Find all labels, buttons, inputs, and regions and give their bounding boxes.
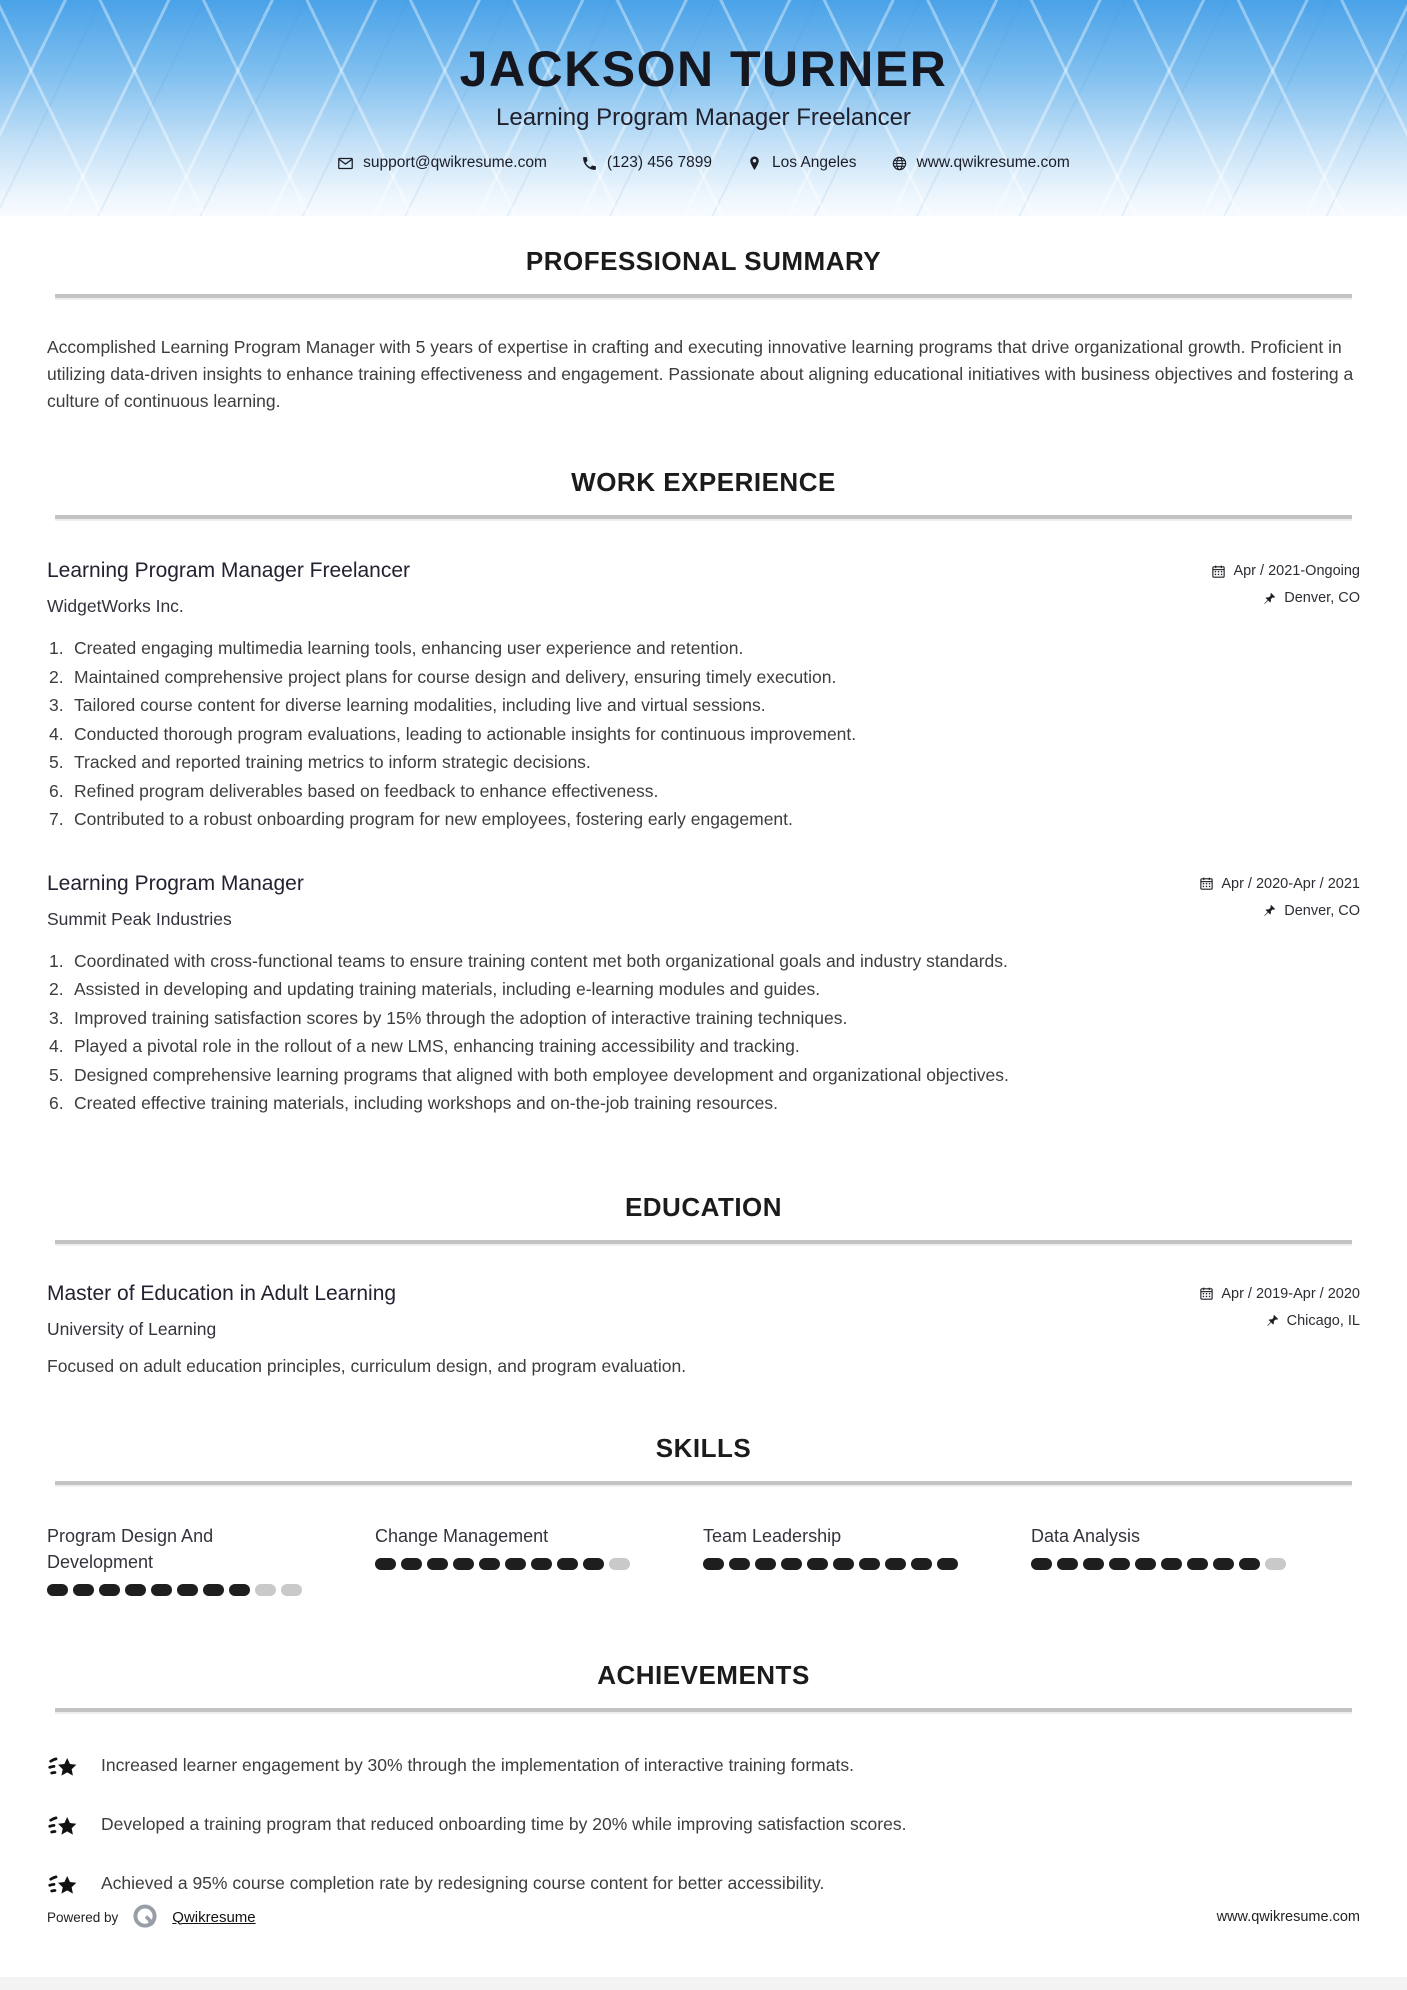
- job-bullet: Created engaging multimedia learning tools, enhancing user experience and retention.: [74, 638, 744, 658]
- achievement-text: Developed a training program that reduced onboarding time by 20% while improving satisfaction scores.: [101, 1814, 907, 1834]
- job-role: Learning Program Manager: [47, 871, 304, 895]
- achievement-item: [47, 1809, 1360, 1841]
- skill-level-dot: [99, 1584, 120, 1596]
- job-entry-2: [47, 872, 1360, 1118]
- section-title-skills: SKILLS: [655, 1432, 752, 1463]
- skill-level-dot: [755, 1558, 776, 1570]
- skill-level-dot: [583, 1558, 604, 1570]
- summary-text: Accomplished Learning Program Manager with 5 years of expertise in crafting and executing innovative learning programs that drive organizational growth. Proficient in utilizing data-driven insights to enhance training effectiveness and engagement. Passionate about aligning educational initiatives with business objectives and fostering a culture of continuous learning.: [47, 337, 1354, 411]
- skill-level-dot: [401, 1558, 422, 1570]
- achievement-item: [47, 1750, 1360, 1782]
- job-dates: [1199, 876, 1360, 892]
- job-dates-text: Apr / 2021-Ongoing: [1233, 563, 1360, 579]
- skill-level-dot: [885, 1558, 906, 1570]
- section-divider: [55, 1240, 1352, 1246]
- job-company: Summit Peak Industries: [47, 908, 232, 929]
- skill-name: Data Analysis: [1031, 1525, 1141, 1546]
- job-bullet: Maintained comprehensive project plans for course design and delivery, ensuring timely execution.: [74, 666, 837, 687]
- page-footer: [47, 1902, 1360, 1932]
- skill-level-dot: [151, 1584, 172, 1596]
- skill-item: [375, 1523, 703, 1596]
- skill-level-dot: [1187, 1558, 1208, 1570]
- skill-level-dot: [1161, 1558, 1182, 1570]
- powered-by-label: Powered by: [47, 1909, 119, 1925]
- education-location-text: Chicago, IL: [1286, 1312, 1360, 1329]
- contact-website-text: www.qwikresume.com: [916, 154, 1070, 171]
- job-dates-text: Apr / 2020-Apr / 2021: [1221, 875, 1360, 892]
- job-bullet: Coordinated with cross-functional teams to ensure training content met both organizational goals and industry standards.: [74, 950, 1008, 971]
- job-bullet: Refined program deliverables based on feedback to enhance effectiveness.: [74, 780, 659, 801]
- contact-email[interactable]: [337, 154, 547, 172]
- job-entry-1: [47, 559, 1360, 834]
- education-entry: [47, 1282, 1360, 1377]
- skill-level-dot: [453, 1558, 474, 1570]
- pushpin-icon: [1265, 1313, 1280, 1328]
- skill-name: Change Management: [375, 1525, 549, 1546]
- footer-website[interactable]: www.qwikresume.com: [1216, 1909, 1360, 1925]
- education-description: Focused on adult education principles, curriculum design, and program evaluation.: [47, 1355, 687, 1376]
- education-header: [47, 1282, 1360, 1340]
- pushpin-icon: [1262, 591, 1277, 606]
- section-title-achievements: ACHIEVEMENTS: [597, 1659, 810, 1690]
- contact-website[interactable]: [891, 154, 1070, 172]
- job-bullet: Designed comprehensive learning programs that aligned with both employee development and organizational objectives.: [74, 1064, 1009, 1085]
- achievement-text: Increased learner engagement by 30% through the implementation of interactive training formats.: [101, 1755, 854, 1775]
- skill-level-dot: [703, 1558, 724, 1570]
- skill-level-dot: [557, 1558, 578, 1570]
- job-bullet: Created effective training materials, including workshops and on-the-job training resources.: [74, 1093, 778, 1113]
- job-company: WidgetWorks Inc.: [47, 596, 184, 616]
- job-location: [1211, 590, 1360, 606]
- school-name: University of Learning: [47, 1318, 217, 1339]
- contact-location-text: Los Angeles: [772, 154, 857, 171]
- job-bullet: Tracked and reported training metrics to inform strategic decisions.: [74, 752, 591, 772]
- skill-level-dot: [177, 1584, 198, 1596]
- skill-level-dot: [833, 1558, 854, 1570]
- job-dates: [1211, 563, 1360, 579]
- contact-location: [746, 154, 856, 172]
- calendar-icon: [1199, 1286, 1214, 1301]
- job-left: [47, 559, 410, 617]
- skill-level-bar: [375, 1558, 673, 1570]
- skill-level-dot: [911, 1558, 932, 1570]
- skill-level-dot: [281, 1584, 302, 1596]
- job-bullet: Tailored course content for diverse learning modalities, including live and virtual sessions.: [74, 695, 766, 715]
- skill-level-dot: [427, 1558, 448, 1570]
- person-job-title: Learning Program Manager Freelancer: [496, 104, 911, 131]
- email-icon: [337, 155, 354, 172]
- skill-item: [1031, 1523, 1359, 1596]
- job-bullet-list: [47, 635, 1360, 834]
- job-bullet: Conducted thorough program evaluations, leading to actionable insights for continuous improvement.: [74, 723, 857, 744]
- contact-row: [0, 154, 1407, 172]
- phone-icon: [581, 155, 598, 172]
- education-location: [1199, 1313, 1360, 1329]
- skill-level-dot: [1213, 1558, 1234, 1570]
- job-meta: [1199, 872, 1360, 930]
- pushpin-icon: [1262, 903, 1277, 918]
- skills-grid: [47, 1523, 1360, 1596]
- qwikresume-logo-icon: [130, 1902, 160, 1932]
- skill-level-dot: [1083, 1558, 1104, 1570]
- education-left: [47, 1282, 396, 1340]
- degree-name: Master of Education in Adult Learning: [47, 1281, 397, 1305]
- section-title-experience: WORK EXPERIENCE: [571, 467, 836, 497]
- job-left: [47, 872, 304, 930]
- education-dates-text: Apr / 2019-Apr / 2020: [1221, 1285, 1360, 1302]
- skill-level-dot: [609, 1558, 630, 1570]
- contact-email-text: support@qwikresume.com: [363, 154, 547, 171]
- skill-level-dot: [729, 1558, 750, 1570]
- shooting-star-icon: [47, 1750, 81, 1782]
- section-title-summary: PROFESSIONAL SUMMARY: [525, 246, 882, 276]
- contact-phone[interactable]: [581, 154, 712, 172]
- calendar-icon: [1211, 564, 1226, 579]
- education-dates: [1199, 1286, 1360, 1302]
- shooting-star-icon: [47, 1809, 81, 1841]
- globe-icon: [891, 155, 908, 172]
- section-divider: [55, 1481, 1352, 1487]
- skill-level-bar: [703, 1558, 1001, 1570]
- achievement-text: Achieved a 95% course completion rate by redesigning course content for better accessibility.: [101, 1873, 825, 1893]
- section-title-education: EDUCATION: [624, 1191, 783, 1222]
- section-divider: [55, 515, 1352, 521]
- skill-level-dot: [1031, 1558, 1052, 1570]
- skill-level-dot: [375, 1558, 396, 1570]
- skill-level-dot: [1109, 1558, 1130, 1570]
- job-header: [47, 872, 1360, 930]
- skill-name: Team Leadership: [703, 1525, 842, 1546]
- skill-level-bar: [1031, 1558, 1329, 1570]
- section-divider: [55, 294, 1352, 300]
- job-bullet-list: [47, 948, 1360, 1118]
- location-icon: [746, 155, 763, 172]
- job-bullet: Improved training satisfaction scores by 15% through the adoption of interactive training techniques.: [74, 1007, 848, 1028]
- skill-level-dot: [229, 1584, 250, 1596]
- job-location: [1199, 903, 1360, 919]
- skill-level-bar: [47, 1584, 345, 1596]
- job-meta: [1211, 559, 1360, 617]
- skill-level-dot: [807, 1558, 828, 1570]
- skill-level-dot: [531, 1558, 552, 1570]
- contact-phone-text: (123) 456 7899: [606, 154, 713, 171]
- skill-level-dot: [505, 1558, 526, 1570]
- job-header: [47, 559, 1360, 617]
- skill-level-dot: [203, 1584, 224, 1596]
- job-bullet: Played a pivotal role in the rollout of a new LMS, enhancing training accessibility and tracking.: [74, 1036, 800, 1056]
- header-banner: [0, 0, 1407, 216]
- skill-level-dot: [1135, 1558, 1156, 1570]
- section-divider: [55, 1708, 1352, 1714]
- qwikresume-link[interactable]: Qwikresume: [172, 1908, 256, 1926]
- skill-item: [703, 1523, 1031, 1596]
- skill-level-dot: [73, 1584, 94, 1596]
- skill-level-dot: [255, 1584, 276, 1596]
- shooting-star-icon: [47, 1868, 81, 1900]
- job-role: Learning Program Manager Freelancer: [47, 559, 411, 582]
- skill-level-dot: [479, 1558, 500, 1570]
- achievement-item: [47, 1868, 1360, 1900]
- skill-item: [47, 1523, 375, 1596]
- resume-body: [0, 246, 1407, 1900]
- footer-branding: [47, 1902, 256, 1932]
- person-name: JACKSON TURNER: [459, 41, 948, 97]
- skill-level-dot: [1057, 1558, 1078, 1570]
- skill-level-dot: [859, 1558, 880, 1570]
- job-location-text: Denver, CO: [1284, 902, 1360, 919]
- skill-level-dot: [47, 1584, 68, 1596]
- skill-level-dot: [937, 1558, 958, 1570]
- achievements-list: [47, 1750, 1360, 1900]
- page-bottom-strip: [0, 1977, 1407, 1990]
- skill-level-dot: [781, 1558, 802, 1570]
- skill-level-dot: [1265, 1558, 1286, 1570]
- calendar-icon: [1199, 876, 1214, 891]
- job-bullet: Contributed to a robust onboarding program for new employees, fostering early engagement.: [74, 809, 793, 829]
- job-bullet: Assisted in developing and updating training materials, including e-learning modules and guides.: [74, 979, 821, 999]
- skill-level-dot: [1239, 1558, 1260, 1570]
- job-location-text: Denver, CO: [1284, 590, 1360, 606]
- education-meta: [1199, 1282, 1360, 1340]
- skill-level-dot: [125, 1584, 146, 1596]
- skill-name: Program Design And Development: [47, 1525, 214, 1572]
